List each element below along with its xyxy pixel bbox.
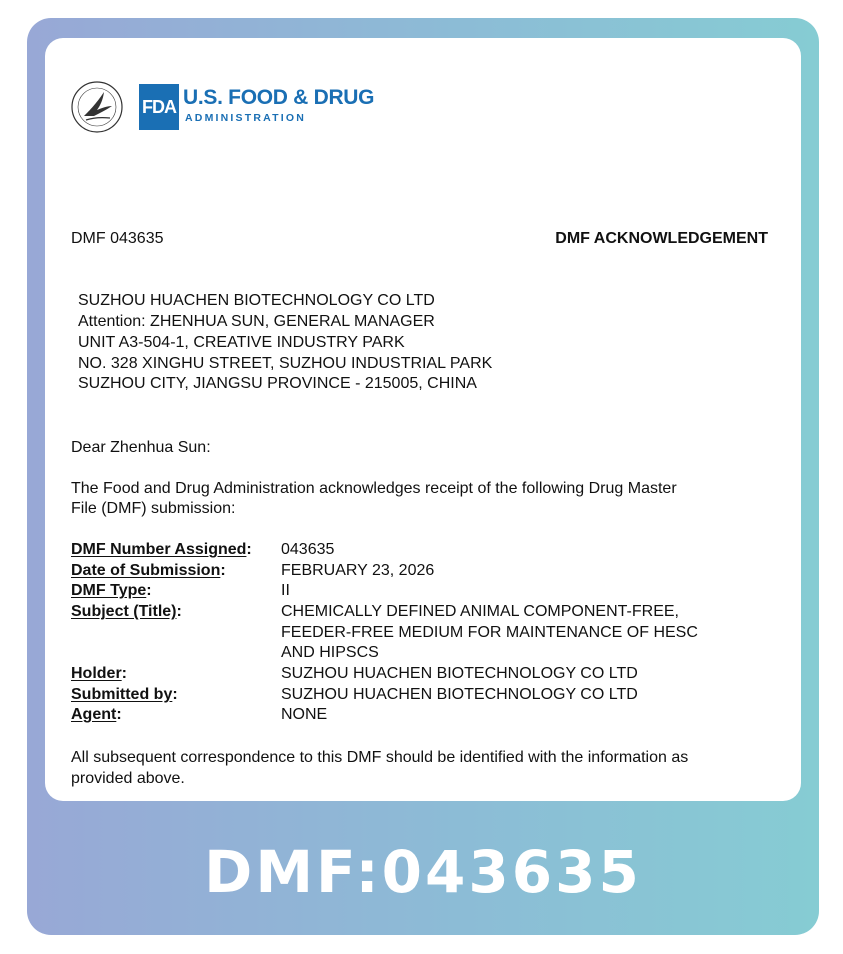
- closing-line: All subsequent correspondence to this DMF should be identified with the information as: [71, 749, 689, 766]
- address-line: NO. 328 XINGHU STREET, SUZHOU INDUSTRIAL PARK: [78, 355, 493, 372]
- hhs-eagle-seal-icon: [70, 80, 124, 134]
- agent-value: NONE: [281, 706, 328, 723]
- dmf-type-value: II: [281, 582, 290, 599]
- agent-label: Agent:: [71, 706, 122, 723]
- address-line: SUZHOU HUACHEN BIOTECHNOLOGY CO LTD: [78, 292, 435, 309]
- subject-value-line: AND HIPSCS: [281, 644, 379, 661]
- date-value: FEBRUARY 23, 2026: [281, 562, 435, 579]
- dmf-number-value: 043635: [281, 541, 335, 558]
- salutation: Dear Zhenhua Sun:: [71, 439, 211, 456]
- address-line: UNIT A3-504-1, CREATIVE INDUSTRY PARK: [78, 334, 405, 351]
- agency-name: U.S. FOOD & DRUG: [183, 86, 375, 109]
- address-line: Attention: ZHENHUA SUN, GENERAL MANAGER: [78, 313, 435, 330]
- document-type: DMF ACKNOWLEDGEMENT: [555, 230, 768, 247]
- holder-label: Holder:: [71, 665, 127, 682]
- intro-line: The Food and Drug Administration acknowledges receipt of the following Drug Master: [71, 480, 677, 497]
- date-label: Date of Submission:: [71, 562, 226, 579]
- fda-mark: FDA: [139, 84, 179, 130]
- submitted-by-label: Submitted by:: [71, 686, 178, 703]
- holder-value: SUZHOU HUACHEN BIOTECHNOLOGY CO LTD: [281, 665, 638, 682]
- closing-line: provided above.: [71, 770, 185, 787]
- intro-line: File (DMF) submission:: [71, 500, 236, 517]
- subject-value-line: FEEDER-FREE MEDIUM FOR MAINTENANCE OF HESC: [281, 624, 698, 641]
- subject-value-line: CHEMICALLY DEFINED ANIMAL COMPONENT-FREE,: [281, 603, 679, 620]
- agency-sub: ADMINISTRATION: [185, 112, 307, 124]
- dmf-banner: DMF:043635: [204, 838, 642, 906]
- subject-label: Subject (Title):: [71, 603, 182, 620]
- dmf-reference: DMF 043635: [71, 230, 164, 247]
- submitted-by-value: SUZHOU HUACHEN BIOTECHNOLOGY CO LTD: [281, 686, 638, 703]
- dmf-type-label: DMF Type:: [71, 582, 152, 599]
- dmf-number-label: DMF Number Assigned:: [71, 541, 252, 558]
- address-line: SUZHOU CITY, JIANGSU PROVINCE - 215005, CHINA: [78, 375, 477, 392]
